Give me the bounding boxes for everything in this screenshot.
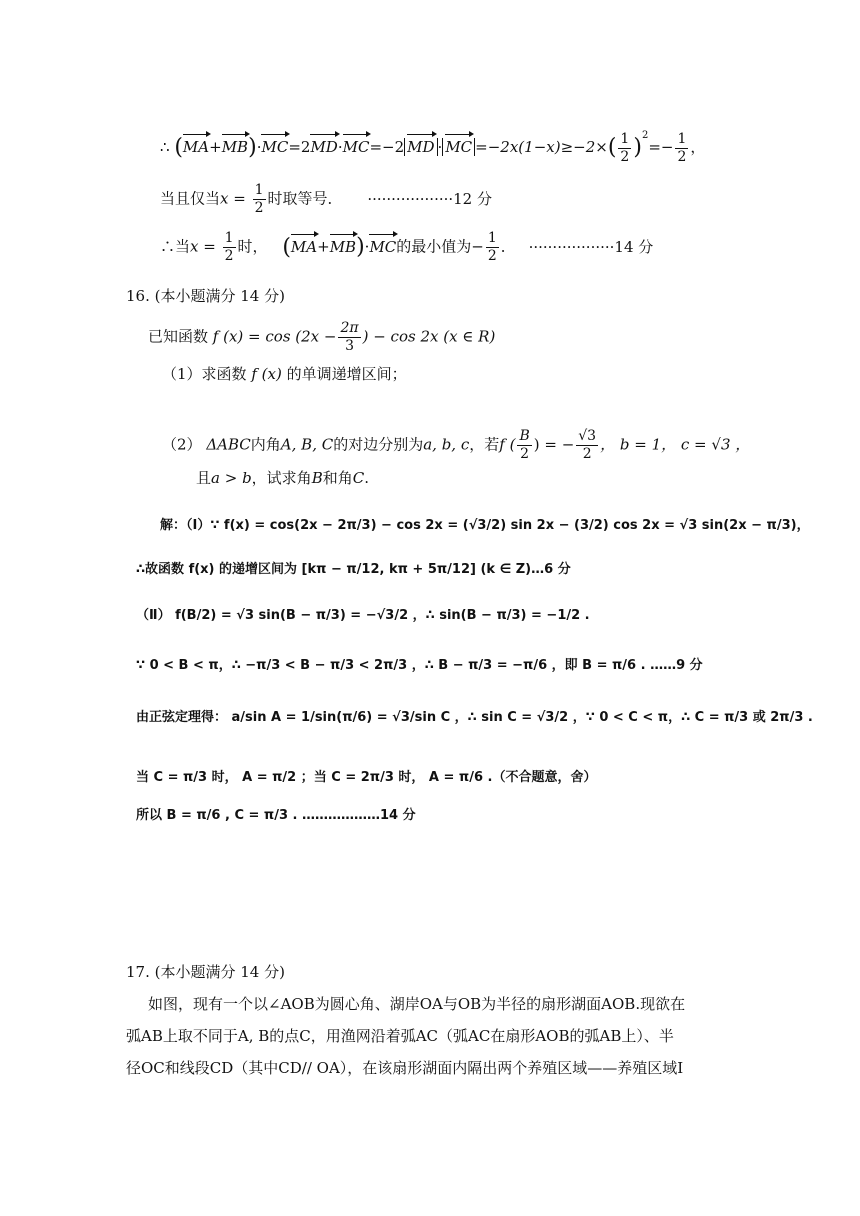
angles: A, B, C [280, 435, 334, 454]
vector-mb: MB [329, 237, 357, 256]
text: （1）求函数 [162, 365, 247, 383]
problem17-para-3: 径OC和线段CD（其中CD// OA），在该扇形湖面内隔出两个养殖区域——养殖区域Ⅰ [126, 1059, 684, 1077]
problem16-q2 [162, 428, 750, 463]
function: f (x) = cos (2x − [212, 327, 337, 346]
condition: a > b [211, 469, 252, 487]
numerator: 1 [254, 182, 264, 198]
eq-line-1 [160, 126, 705, 166]
equals: =2 [288, 138, 311, 156]
function: f (x) [251, 365, 282, 383]
vector-mc: MC [261, 138, 289, 156]
solution-line-2: ∴故函数 f(x) 的递增区间为 [kπ − π/12, kπ + 5π/12] (k ∈ Z)…6 分 [136, 562, 571, 577]
problem16-q2b [196, 468, 369, 488]
text: 时取等号． [267, 189, 343, 208]
dot: · [337, 138, 343, 156]
dot: · [256, 138, 262, 156]
text: ∴当 [160, 237, 191, 256]
numerator: B [519, 428, 530, 444]
denominator: 2 [520, 446, 530, 462]
denominator: 2 [254, 200, 264, 216]
inequality: =−2x(1−x)≥−2× [475, 138, 608, 156]
eq-line-2 [160, 182, 492, 217]
vector-md-abs: MD [407, 138, 435, 156]
numerator: 1 [620, 130, 630, 147]
vector-mb: MB [221, 138, 249, 156]
fraction [223, 230, 236, 265]
solution-line-1: 解：（Ⅰ）∵ f(x) = cos(2x − 2π/3) − cos 2x = (√3/2) sin 2x − (3/2) cos 2x = √3 sin(2x − π/3)， [160, 518, 810, 533]
exponent: 2 [641, 130, 649, 141]
fraction [253, 182, 266, 217]
solution-line-3: （Ⅱ） f(B/2) = √3 sin(B − π/3) = −√3/2 ，∴ sin(B − π/3) = −1/2 . [136, 608, 590, 623]
denominator: 2 [582, 446, 592, 462]
dot: · [364, 237, 370, 256]
numerator: √3 [578, 428, 597, 444]
fraction [486, 230, 499, 265]
text: 已知函数 [148, 327, 209, 346]
equals: = [198, 237, 221, 256]
text: 且 [196, 469, 212, 487]
numerator: 1 [677, 130, 687, 147]
solution-line-4: ∵ 0 < B < π，∴ −π/3 < B − π/3 < 2π/3 ，∴ B − π/3 = −π/6 ，即 B = π/6 . ……9 分 [136, 658, 703, 673]
vector-ma: MA [182, 138, 210, 156]
problem16-q1 [162, 364, 407, 384]
denominator: 2 [677, 148, 687, 165]
score-marker: ··················14 分 [528, 237, 654, 256]
vector-ma: MA [290, 237, 318, 256]
solution-line-6: 当 C = π/3 时， A = π/2 ；当 C = 2π/3 时， A = π/6 .（不合题意，舍） [136, 770, 597, 785]
sides: a, b, c [423, 435, 470, 454]
fraction [517, 428, 531, 463]
paren: ) [356, 234, 365, 260]
text: ，若 [469, 435, 500, 454]
numerator: 1 [224, 230, 234, 246]
paren: ( [607, 135, 617, 160]
vector-mc: MC [369, 237, 397, 256]
score-marker: ··················12 分 [367, 189, 492, 208]
text: 的最小值为− [396, 237, 484, 256]
equals: = [228, 189, 251, 208]
solution-line-5: 由正弦定理得： a/sin A = 1/sin(π/6) = √3/sin C ，∴ sin C = √3/2 ，∵ 0 < C < π，∴ C = π/3 或 2π/3 . [136, 710, 813, 725]
numerator: 2π [340, 320, 359, 336]
conditions: ， b = 1， c = √3 ， [600, 435, 751, 454]
fraction [618, 131, 631, 166]
plus: + [209, 138, 222, 156]
text: （2） [162, 435, 202, 454]
denominator: 2 [224, 248, 234, 264]
equals: =−2 [369, 138, 405, 156]
paren: ) [633, 135, 642, 160]
vector-md: MD [310, 138, 338, 156]
var-b: B [311, 469, 323, 487]
vector-mc: MC [342, 138, 370, 156]
var-c: C [352, 469, 365, 487]
dot: · [437, 138, 443, 156]
problem17-para-1: 如图，现有一个以∠AOB为圆心角、湖岸OA与OB为半径的扇形湖面AOB.现欲在 [148, 995, 686, 1013]
denominator: 3 [345, 338, 354, 354]
plus: + [317, 237, 330, 256]
therefore-symbol: ∴ [160, 138, 170, 156]
paren: ) [248, 135, 257, 160]
text: 时， [237, 237, 268, 256]
text: 内角 [250, 435, 281, 454]
var-x: x [190, 237, 199, 256]
problem16-given [148, 320, 495, 355]
text: ． [500, 237, 516, 256]
solution-line-7: 所以 B = π/6 , C = π/3 . ………………14 分 [136, 808, 416, 823]
paren: ( [282, 234, 291, 260]
text: 当且仅当 [160, 189, 221, 208]
var-x: x [220, 189, 229, 208]
equals: ) = − [533, 435, 575, 454]
triangle: ΔABC [206, 435, 251, 454]
text: 的对边分别为 [333, 435, 424, 454]
function: f ( [499, 435, 516, 454]
fraction [576, 428, 598, 463]
function-rest: ) − cos 2x (x ∈ R) [362, 327, 496, 346]
text: 的单调递增区间； [286, 365, 407, 383]
eq-line-3 [160, 230, 653, 265]
fraction [675, 131, 688, 166]
text: 和角 [322, 469, 353, 487]
fraction [338, 320, 360, 355]
denominator: 2 [487, 248, 497, 264]
problem17-header: 17. (本小题满分 14 分) [126, 963, 285, 981]
equals: =− [648, 138, 674, 156]
problem17-para-2: 弧AB上取不同于A, B的点C，用渔网沿着弧AC（弧AC在扇形AOB的弧AB上）、半 [126, 1027, 674, 1045]
text: ，试求角 [251, 469, 312, 487]
denominator: 2 [620, 148, 630, 165]
period: . [364, 469, 369, 487]
problem16-header: 16. (本小题满分 14 分) [126, 287, 285, 305]
comma: ， [690, 138, 706, 156]
numerator: 1 [487, 230, 497, 246]
paren: ( [174, 135, 183, 160]
vector-mc-abs: MC [445, 138, 473, 156]
